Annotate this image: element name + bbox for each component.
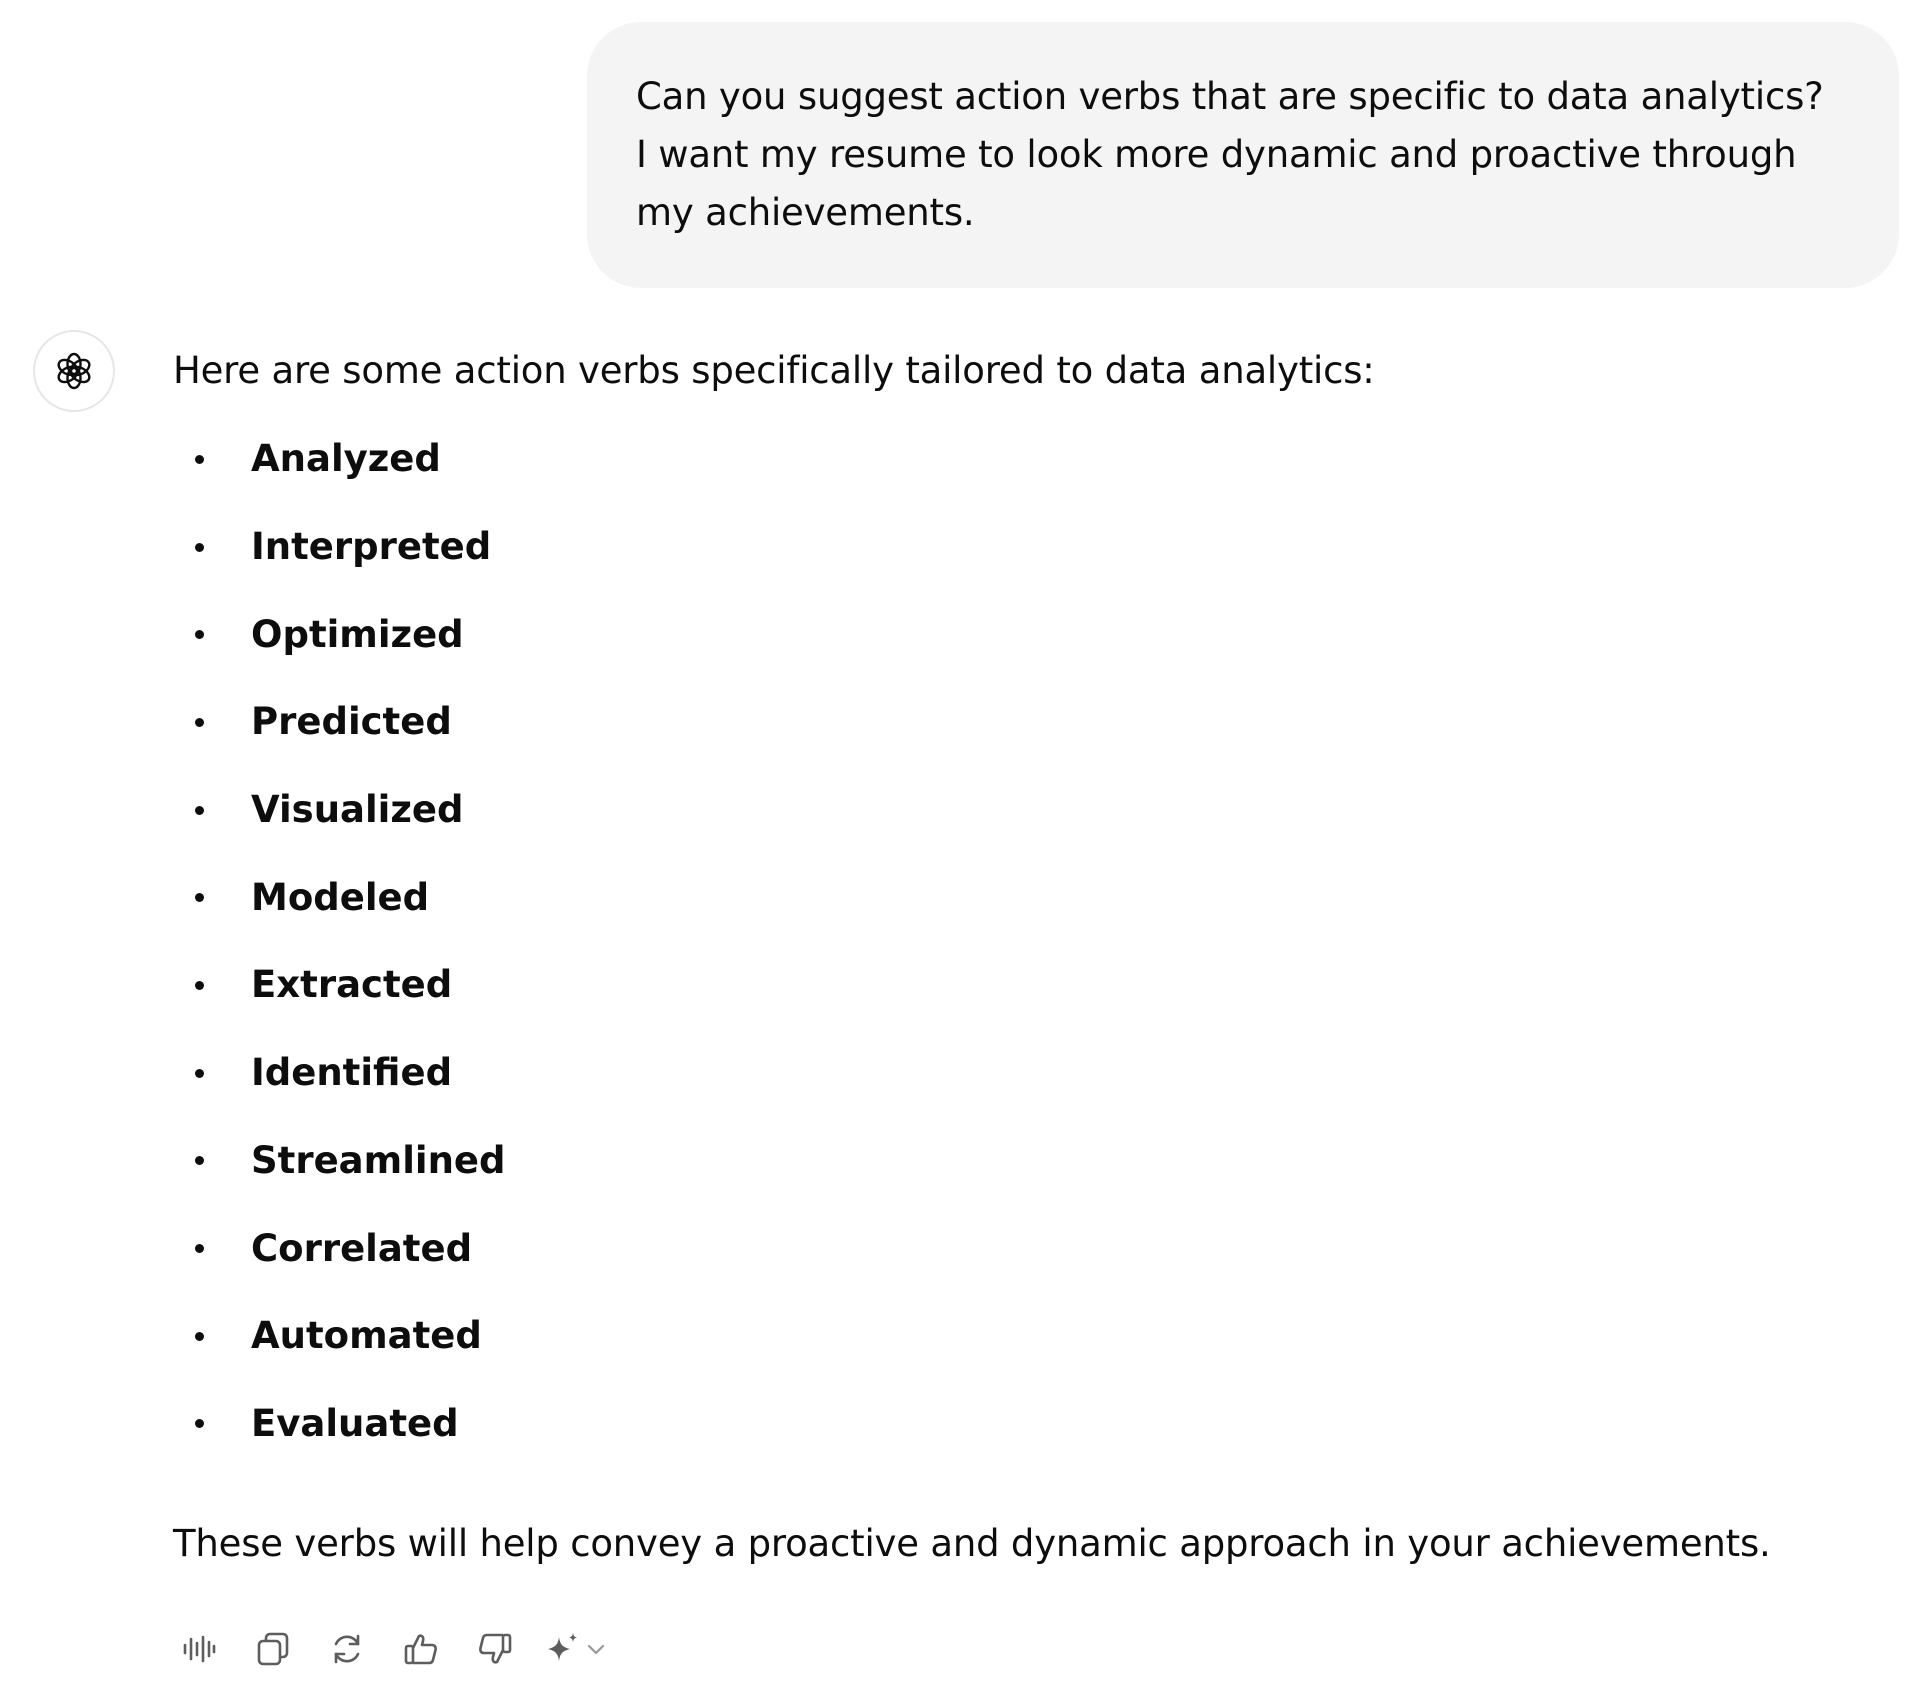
- bullet-icon: [195, 981, 204, 990]
- list-item: [173, 766, 1880, 854]
- thumbs-down-icon: [475, 1629, 515, 1669]
- assistant-avatar: [33, 330, 115, 412]
- verb-label: Interpreted: [251, 525, 492, 569]
- thumbs-up-button[interactable]: [395, 1623, 447, 1675]
- thumbs-up-icon: [401, 1629, 441, 1669]
- copy-icon: [253, 1629, 293, 1669]
- verb-label: Predicted: [251, 700, 452, 744]
- verb-label: Streamlined: [251, 1138, 506, 1182]
- chevron-down-icon: [585, 1638, 607, 1660]
- switch-model-button[interactable]: [543, 1623, 607, 1675]
- verb-label: Automated: [251, 1314, 482, 1358]
- list-item: [173, 941, 1880, 1029]
- verb-label: Analyzed: [251, 437, 441, 481]
- assistant-outro-text: These verbs will help convey a proactive and dynamic approach in your achievements.: [173, 1522, 1771, 1566]
- list-item: [173, 1292, 1880, 1380]
- bullet-icon: [195, 1156, 204, 1165]
- bullet-icon: [195, 630, 204, 639]
- list-item: [173, 503, 1880, 591]
- bullet-icon: [195, 455, 204, 464]
- bullet-icon: [195, 1419, 204, 1428]
- sparkle-icon: [543, 1629, 583, 1669]
- user-message-bubble: Can you suggest action verbs that are specific to data analytics? I want my resume to look more dynamic and proactive through my achievements.: [587, 22, 1899, 288]
- list-item: [173, 853, 1880, 941]
- verb-label: Optimized: [251, 612, 464, 656]
- action-verb-list: [173, 415, 1880, 1467]
- list-item: [173, 1380, 1880, 1468]
- bullet-icon: [195, 718, 204, 727]
- copy-button[interactable]: [247, 1623, 299, 1675]
- verb-label: Correlated: [251, 1226, 473, 1270]
- list-item: [173, 415, 1880, 503]
- verb-label: Extracted: [251, 963, 453, 1007]
- list-item: [173, 1117, 1880, 1205]
- regenerate-button[interactable]: [321, 1623, 373, 1675]
- list-item: [173, 1029, 1880, 1117]
- bullet-icon: [195, 543, 204, 552]
- bullet-icon: [195, 806, 204, 815]
- assistant-intro-text: Here are some action verbs specifically tailored to data analytics:: [173, 349, 1375, 392]
- verb-label: Modeled: [251, 875, 430, 919]
- list-item: [173, 590, 1880, 678]
- user-message-row: [0, 22, 1899, 288]
- list-item: [173, 678, 1880, 766]
- read-aloud-icon: [179, 1629, 219, 1669]
- read-aloud-button[interactable]: [173, 1623, 225, 1675]
- verb-label: Evaluated: [251, 1401, 459, 1445]
- assistant-message-body: [173, 342, 1880, 1675]
- bullet-icon: [195, 893, 204, 902]
- thumbs-down-button[interactable]: [469, 1623, 521, 1675]
- bullet-icon: [195, 1244, 204, 1253]
- verb-label: Identified: [251, 1051, 453, 1095]
- list-item: [173, 1204, 1880, 1292]
- verb-label: Visualized: [251, 788, 464, 832]
- openai-logo-icon: [52, 349, 96, 393]
- bullet-icon: [195, 1069, 204, 1078]
- regenerate-icon: [327, 1629, 367, 1669]
- message-action-bar: [173, 1623, 1880, 1675]
- bullet-icon: [195, 1332, 204, 1341]
